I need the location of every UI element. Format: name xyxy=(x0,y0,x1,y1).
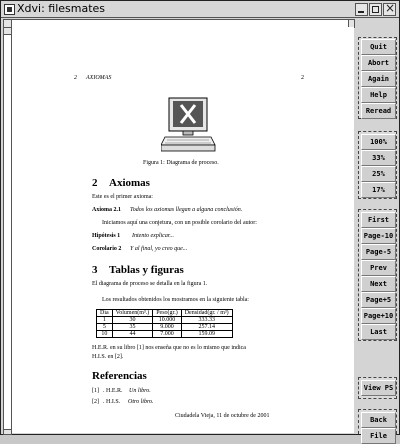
reference-number: [1] xyxy=(92,388,99,394)
table-header-cell: Volumen(m³.) xyxy=(112,310,153,317)
page-minus-5-button[interactable]: Page-5 xyxy=(361,244,396,260)
table-cell: 5 xyxy=(97,324,113,331)
window-title: Xdvi: filesmates xyxy=(17,2,106,15)
references-title: Referencias xyxy=(92,370,147,382)
page-plus-10-button[interactable]: Page+10 xyxy=(361,308,396,324)
dvi-page xyxy=(12,27,354,433)
table-row xyxy=(97,317,233,324)
back-button[interactable]: Back xyxy=(361,412,396,428)
again-button[interactable]: Again xyxy=(361,71,396,87)
title-bar[interactable] xyxy=(1,1,399,18)
abort-button[interactable]: Abort xyxy=(361,55,396,71)
section-title: Tablas y figuras xyxy=(109,264,184,276)
postscript-group xyxy=(358,377,397,399)
corollary-label: Corolario 2 xyxy=(92,246,122,252)
reread-button[interactable]: Reread xyxy=(361,103,396,119)
table-row xyxy=(97,331,233,338)
zoom-25-button[interactable]: 25% xyxy=(361,166,396,182)
reference-author: . H.I.S. xyxy=(103,399,121,405)
table-cell: 10 xyxy=(97,331,113,338)
section-number: 3 xyxy=(92,264,98,276)
paragraph: H.E.R. en su libro [1] nos enseña que no es lo mismo que indica xyxy=(92,345,246,351)
running-header-title: AXIOMAS xyxy=(86,75,112,81)
corollary-text: Y al final, yo creo que... xyxy=(130,246,188,252)
help-button[interactable]: Help xyxy=(361,87,396,103)
window-menu-icon[interactable] xyxy=(4,4,15,15)
hypothesis-label: Hipótesis 1 xyxy=(92,233,121,239)
page-plus-5-button[interactable]: Page+5 xyxy=(361,292,396,308)
running-header-page: 2 xyxy=(301,75,304,81)
table-row xyxy=(97,324,233,331)
reference-number: [2] xyxy=(92,399,99,405)
file-button[interactable]: File xyxy=(361,428,396,444)
paragraph: Iniciamos aquí una conjetura, con un posible corolario del autor: xyxy=(102,220,257,226)
zoom-33-button[interactable]: 33% xyxy=(361,150,396,166)
running-header-number: 2 xyxy=(74,75,77,81)
table-cell: 333.33 xyxy=(181,317,232,324)
prev-page-button[interactable]: Prev xyxy=(361,260,396,276)
horizontal-scroll-thumb[interactable] xyxy=(11,20,349,27)
reference-title: Un libro. xyxy=(129,388,151,394)
next-page-button[interactable]: Next xyxy=(361,276,396,292)
last-page-button[interactable]: Last xyxy=(361,324,396,340)
section-number: 2 xyxy=(92,177,98,189)
table-cell: 10.000 xyxy=(153,317,182,324)
paragraph: Los resultados obtenidos los mostramos en la siguiente tabla: xyxy=(102,297,249,303)
section-title: Axiomas xyxy=(109,177,150,189)
close-icon[interactable] xyxy=(383,3,396,16)
table-cell: 1 xyxy=(97,317,113,324)
page-minus-10-button[interactable]: Page-10 xyxy=(361,228,396,244)
table-cell: 44 xyxy=(112,331,153,338)
vertical-scrollbar[interactable] xyxy=(3,27,12,435)
paragraph: Este es el primer axioma: xyxy=(92,194,153,200)
reference-title: Otro libro. xyxy=(128,399,154,405)
zoom-100-button[interactable]: 100% xyxy=(361,134,396,150)
table-header-cell: Peso(gr.) xyxy=(153,310,182,317)
zoom-buttons-group xyxy=(358,131,397,199)
paragraph: H.I.S. en [2]. xyxy=(92,354,124,360)
control-buttons-group xyxy=(358,37,397,119)
navigation-buttons-group xyxy=(358,209,397,341)
table-header-cell: Día xyxy=(97,310,113,317)
table-header-row xyxy=(97,310,233,317)
paragraph: El diagrama de proceso se detalla en la figura 1. xyxy=(92,281,208,287)
results-table xyxy=(96,309,233,338)
first-page-button[interactable]: First xyxy=(361,212,396,228)
view-ps-button[interactable]: View PS xyxy=(361,380,396,396)
maximize-icon[interactable] xyxy=(369,3,382,16)
table-cell: 7.000 xyxy=(153,331,182,338)
table-cell: 9.000 xyxy=(153,324,182,331)
minimize-icon[interactable] xyxy=(355,3,368,16)
table-cell: 159.09 xyxy=(181,331,232,338)
computer-icon xyxy=(161,97,217,157)
quit-button[interactable]: Quit xyxy=(361,39,396,55)
figure-caption: Figura 1: Diagrama de proceso. xyxy=(143,160,219,166)
table-header-cell: Densidad(gr. / m³) xyxy=(181,310,232,317)
reference-author: . H.E.R. xyxy=(103,388,123,394)
file-buttons-group xyxy=(358,409,397,440)
hypothesis-text: Intento explicar... xyxy=(132,233,174,239)
button-panel xyxy=(356,27,399,440)
signature-line: Ciudadela Vieja, 11 de octubre de 2001 xyxy=(175,413,270,419)
axiom-label: Axioma 2.1 xyxy=(92,207,121,213)
axiom-text: Todos los axiomas llegan a alguna conclusión. xyxy=(130,207,243,213)
zoom-17-button[interactable]: 17% xyxy=(361,182,396,198)
table-cell: 35 xyxy=(112,324,153,331)
table-cell: 30 xyxy=(112,317,153,324)
vertical-scroll-thumb[interactable] xyxy=(4,34,11,430)
table-cell: 257.14 xyxy=(181,324,232,331)
